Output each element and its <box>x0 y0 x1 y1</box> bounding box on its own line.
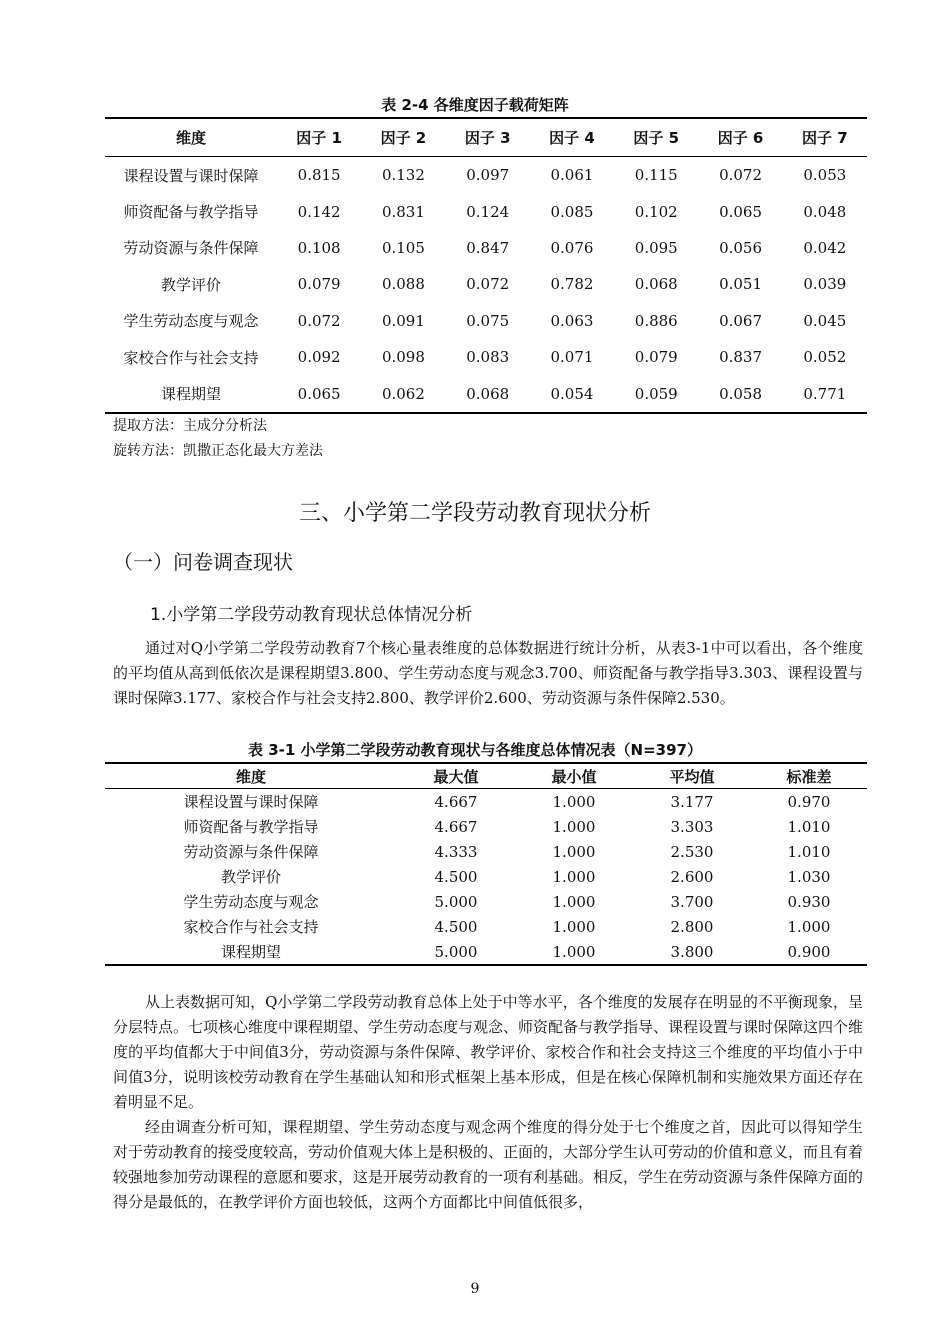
table-row <box>105 157 867 194</box>
table-header-row <box>105 118 867 157</box>
table-cell: 0.045 <box>803 311 847 330</box>
table-cell: 1.000 <box>552 817 596 836</box>
table-cell: 0.054 <box>530 375 614 412</box>
header-cell: 因子 1 <box>277 118 361 157</box>
table-row <box>105 375 867 412</box>
header-cell: 因子 4 <box>530 118 614 157</box>
table-cell: 0.095 <box>634 238 678 257</box>
table-cell: 0.048 <box>803 202 847 221</box>
table-cell: 0.837 <box>719 348 763 367</box>
section-title: 三、小学第二学段劳动教育现状分析 <box>298 501 651 526</box>
table-2-4-caption: 表 2-4 各维度因子载荷矩阵 <box>381 96 569 114</box>
table-cell: 0.771 <box>783 375 867 412</box>
paragraph: 从上表数据可知，Q小学第二学段劳动教育总体上处于中等水平，各个维度的发展存在明显的不平衡现象，呈分层特点。七项核心维度中课程期望、学生劳动态度与观念、师资配备与教学指导、课程设置与课时保障这四个维度的平均值都大于中间值3分，劳动资源与条件保障、教学评价、家校合作和社会支持这三个维度的平均值小于中间值3分，说明该校劳动教育在学生基础认知和形式框架上基本形成，但是在核心保障机制和实施效果方面还存在着明显不足。 <box>113 993 864 1111</box>
table-cell: 0.072 <box>719 166 763 185</box>
header-cell: 最大值 <box>397 763 515 789</box>
table-cell: 1.030 <box>787 867 831 886</box>
table-cell: 师资配备与教学指导 <box>123 203 259 222</box>
table-cell: 1.000 <box>515 939 633 965</box>
table-cell: 0.970 <box>787 792 831 811</box>
table-cell: 0.886 <box>634 311 678 330</box>
table-note-rotation: 旋转方法：凯撒正态化最大方差法 <box>113 443 323 459</box>
table-cell: 0.900 <box>751 939 867 965</box>
table-cell: 0.085 <box>550 202 594 221</box>
table-cell: 0.076 <box>550 238 594 257</box>
table-cell: 家校合作与社会支持 <box>183 918 319 936</box>
table-cell: 0.930 <box>787 892 831 911</box>
table-cell: 课程期望 <box>105 939 397 965</box>
table-row <box>105 339 867 375</box>
table-cell: 0.068 <box>446 375 530 412</box>
table-cell: 0.102 <box>634 202 678 221</box>
table-cell: 0.061 <box>550 166 594 185</box>
table-cell: 2.600 <box>670 867 714 886</box>
subsubsection-title: 1.小学第二学段劳动教育现状总体情况分析 <box>150 605 473 625</box>
table-row <box>105 889 867 914</box>
table-cell: 1.000 <box>552 867 596 886</box>
header-cell: 因子 6 <box>698 118 782 157</box>
header-cell: 维度 <box>105 763 397 789</box>
table-cell: 5.000 <box>434 892 478 911</box>
table-cell: 0.053 <box>803 166 847 185</box>
table-cell: 1.010 <box>787 842 831 861</box>
table-cell: 0.091 <box>381 311 425 330</box>
header-cell: 标准差 <box>751 763 867 789</box>
table-row <box>105 864 867 889</box>
table-note-extraction: 提取方法：主成分分析法 <box>113 418 267 434</box>
table-cell: 0.063 <box>550 311 594 330</box>
table-header-row <box>105 763 867 789</box>
table-cell: 4.500 <box>434 917 478 936</box>
table-cell: 劳动资源与条件保障 <box>183 843 319 861</box>
table-cell: 0.062 <box>361 375 445 412</box>
factor-loading-table <box>105 117 867 414</box>
table-cell: 2.800 <box>670 917 714 936</box>
table-cell: 0.079 <box>297 275 341 294</box>
table-cell: 1.000 <box>787 917 831 936</box>
table-row <box>105 303 867 339</box>
table-cell: 2.530 <box>670 842 714 861</box>
table-cell: 0.071 <box>550 348 594 367</box>
table-cell: 1.000 <box>552 792 596 811</box>
table-cell: 1.000 <box>552 917 596 936</box>
table-cell: 0.132 <box>381 166 425 185</box>
header-cell: 因子 2 <box>361 118 445 157</box>
table-cell: 家校合作与社会支持 <box>123 348 259 367</box>
table-cell: 教学评价 <box>160 275 221 294</box>
table-cell: 3.303 <box>670 817 714 836</box>
table-cell: 0.142 <box>297 202 341 221</box>
table-cell: 0.058 <box>698 375 782 412</box>
table-row <box>105 914 867 939</box>
table-cell: 0.067 <box>719 311 763 330</box>
table-cell: 4.333 <box>434 842 478 861</box>
table-cell: 0.105 <box>381 238 425 257</box>
table-cell: 0.072 <box>466 275 510 294</box>
table-cell: 0.092 <box>297 348 341 367</box>
table-cell: 0.847 <box>466 238 510 257</box>
table-row <box>105 230 867 266</box>
table-cell: 0.098 <box>381 348 425 367</box>
table-cell: 0.072 <box>297 311 341 330</box>
table-cell: 课程设置与课时保障 <box>123 166 259 185</box>
header-cell: 因子 7 <box>783 118 867 157</box>
table-cell: 0.782 <box>550 275 594 294</box>
overall-situation-table <box>105 762 867 966</box>
paragraph: 经由调查分析可知，课程期望、学生劳动态度与观念两个维度的得分处于七个维度之首，因此可以得知学生对于劳动教育的接受度较高，劳动价值观大体上是积极的、正面的，大部分学生认可劳动的价值和意义，而且有着较强地参加劳动课程的意愿和要求，这是开展劳动教育的一项有利基础。相反，学生在劳动资源与条件保障方面的得分是最低的，在教学评价方面也较低，这两个方面都比中间值低很多， <box>113 1118 864 1211</box>
table-cell: 1.000 <box>552 842 596 861</box>
table-cell: 0.088 <box>381 275 425 294</box>
table-cell: 1.000 <box>552 892 596 911</box>
table-cell: 0.075 <box>466 311 510 330</box>
header-cell: 最小值 <box>515 763 633 789</box>
paragraph: 通过对Q小学第二学段劳动教育7个核心量表维度的总体数据进行统计分析，从表3-1中可以看出，各个维度的平均值从高到低依次是课程期望3.800、学生劳动态度与观念3.700、师资配备与教学指导3.303、课程设置与课时保障3.177、家校合作与社会支持2.800、教学评价2.600、劳动资源与条件保障2.530。 <box>113 639 863 707</box>
table-cell: 4.667 <box>434 792 478 811</box>
table-row <box>105 193 867 229</box>
header-cell: 因子 5 <box>614 118 698 157</box>
table-cell: 0.051 <box>719 275 763 294</box>
table-cell: 0.079 <box>634 348 678 367</box>
table-cell: 4.667 <box>434 817 478 836</box>
table-cell: 学生劳动态度与观念 <box>183 893 319 911</box>
table-row <box>105 814 867 839</box>
table-cell: 学生劳动态度与观念 <box>123 312 259 331</box>
table-cell: 0.056 <box>719 238 763 257</box>
page-number: 9 <box>470 1281 480 1297</box>
table-cell: 4.500 <box>434 867 478 886</box>
table-cell: 0.042 <box>803 238 847 257</box>
table-cell: 0.097 <box>466 166 510 185</box>
table-cell: 0.115 <box>634 166 678 185</box>
table-cell: 0.068 <box>634 275 678 294</box>
table-cell: 3.700 <box>670 892 714 911</box>
header-cell: 维度 <box>105 118 277 157</box>
table-cell: 师资配备与教学指导 <box>183 818 319 836</box>
table-cell: 教学评价 <box>220 868 281 886</box>
header-cell: 平均值 <box>633 763 751 789</box>
table-cell: 0.815 <box>297 166 341 185</box>
subsection-title: （一）问卷调查现状 <box>113 550 293 574</box>
header-cell: 因子 3 <box>446 118 530 157</box>
table-cell: 1.010 <box>787 817 831 836</box>
table-cell: 课程设置与课时保障 <box>183 793 319 811</box>
table-cell: 0.065 <box>277 375 361 412</box>
table-cell: 劳动资源与条件保障 <box>123 239 259 258</box>
table-row <box>105 939 867 965</box>
table-cell: 3.177 <box>670 792 714 811</box>
table-row <box>105 266 867 302</box>
table-cell: 0.059 <box>614 375 698 412</box>
table-cell: 3.800 <box>633 939 751 965</box>
table-cell: 0.124 <box>466 202 510 221</box>
table-cell: 0.831 <box>381 202 425 221</box>
table-cell: 0.052 <box>803 348 847 367</box>
table-cell: 0.108 <box>297 238 341 257</box>
table-cell: 0.065 <box>719 202 763 221</box>
table-cell: 0.083 <box>466 348 510 367</box>
table-cell: 0.039 <box>803 275 847 294</box>
table-cell: 课程期望 <box>105 375 277 412</box>
table-row <box>105 789 867 815</box>
table-cell: 5.000 <box>397 939 515 965</box>
table-3-1-caption: 表 3-1 小学第二学段劳动教育现状与各维度总体情况表（N=397） <box>248 741 702 759</box>
table-row <box>105 839 867 864</box>
